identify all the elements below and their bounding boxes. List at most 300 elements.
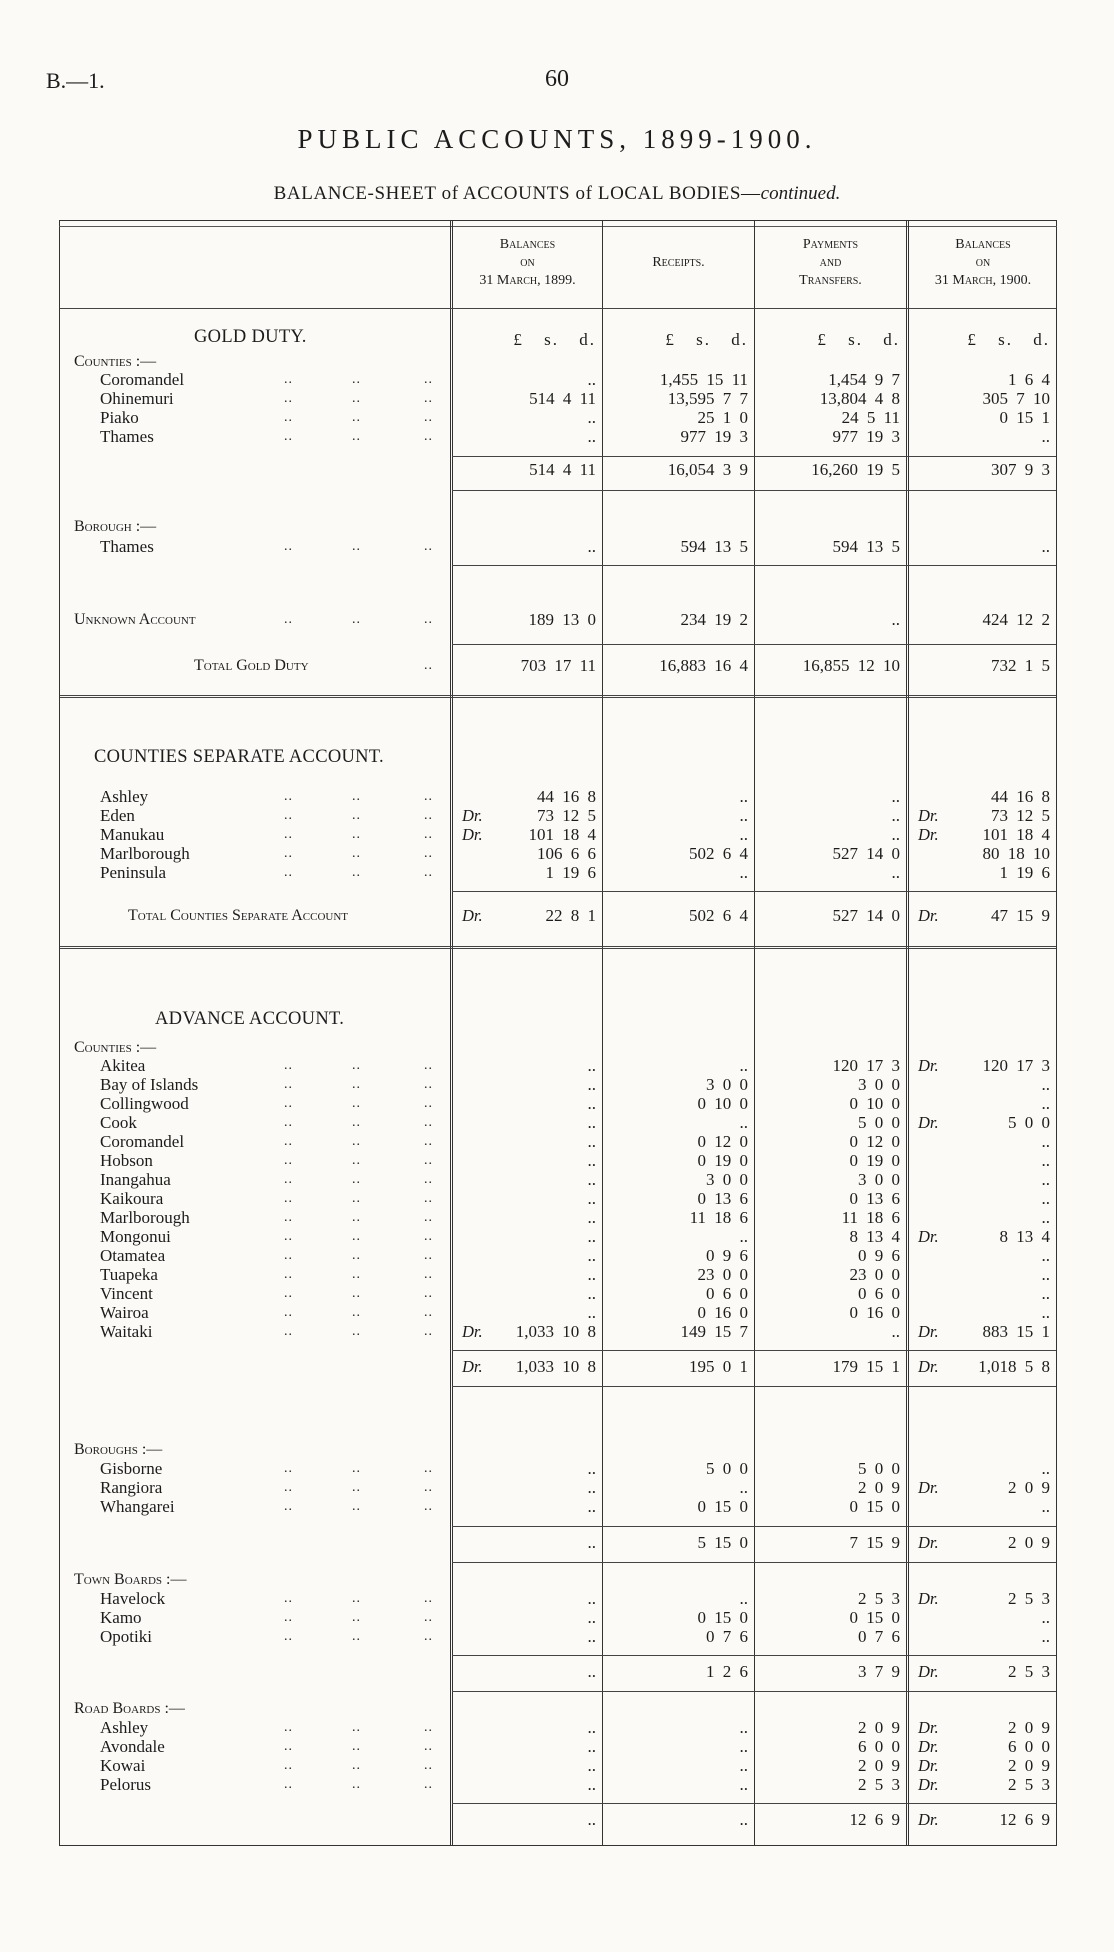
cell-value: 2 0 9 (1008, 1533, 1050, 1552)
leader-dots: .. (284, 846, 293, 861)
dr-marker: Dr. (918, 1589, 939, 1608)
cell-value: .. (739, 1718, 748, 1737)
cell-value: 2 0 9 (1008, 1718, 1050, 1737)
dr-marker: Dr. (918, 1810, 939, 1829)
dr-marker: Dr. (918, 1533, 939, 1552)
cell-value: .. (587, 1170, 596, 1189)
leader-dots: .. (284, 372, 293, 387)
dr-marker: Dr. (918, 1662, 939, 1681)
page-title: PUBLIC ACCOUNTS, 1899-1900. (297, 124, 817, 154)
cell-value: .. (587, 1662, 596, 1681)
section-double-rule (60, 695, 1056, 698)
leader-dots: .. (284, 1267, 293, 1282)
cell-value: .. (587, 1775, 596, 1794)
cell-value: .. (587, 1459, 596, 1478)
row-label: Mongonui (100, 1227, 171, 1246)
leader-dots: .. (424, 1461, 433, 1476)
cell-value: 0 6 0 (858, 1284, 900, 1303)
leader-dots: .. (424, 1058, 433, 1073)
header-line: on (520, 255, 535, 270)
leader-dots: .. (352, 1777, 361, 1792)
cell-value: 732 1 5 (991, 656, 1050, 675)
cell-value: .. (587, 408, 596, 427)
cell-value: .. (587, 1478, 596, 1497)
cell-value: 23 0 0 (697, 1265, 748, 1284)
leader-dots: .. (352, 1591, 361, 1606)
cell-value: .. (739, 1113, 748, 1132)
cell-value: 594 13 5 (832, 537, 900, 556)
cell-value: 8 13 4 (999, 1227, 1050, 1246)
cell-value: 16,855 12 10 (802, 656, 900, 675)
dr-marker: Dr. (462, 1357, 483, 1376)
row-label: Opotiki (100, 1627, 152, 1646)
cell-value: 234 19 2 (680, 610, 748, 629)
row-label: Hobson (100, 1151, 153, 1170)
leader-dots: .. (284, 1229, 293, 1244)
header-line: Transfers. (799, 273, 862, 288)
cell-value: 0 12 0 (697, 1132, 748, 1151)
leader-dots: .. (284, 865, 293, 880)
row-label: Akitea (100, 1056, 146, 1075)
cell-value: 6 0 0 (1008, 1737, 1050, 1756)
leader-dots: .. (352, 1267, 361, 1282)
cell-value: 527 14 0 (832, 844, 900, 863)
cell-value: 0 7 6 (858, 1627, 900, 1646)
subtotal-rule (452, 456, 1056, 457)
cell-value: 5 15 0 (697, 1533, 748, 1552)
row-label: Kamo (100, 1608, 142, 1627)
dr-marker: Dr. (918, 1357, 939, 1376)
cell-value: 0 19 0 (697, 1151, 748, 1170)
cell-value: .. (1041, 1094, 1050, 1113)
page-number: 60 (545, 66, 569, 92)
leader-dots: .. (424, 846, 433, 861)
cell-value: .. (891, 787, 900, 806)
leader-dots: .. (284, 1324, 293, 1339)
cell-value: .. (1041, 1627, 1050, 1646)
cell-value: .. (891, 863, 900, 882)
cell-value: 527 14 0 (832, 906, 900, 925)
cell-value: .. (1041, 1075, 1050, 1094)
total-rule (452, 644, 1056, 645)
cell-value: 7 15 9 (849, 1533, 900, 1552)
cell-value: .. (739, 863, 748, 882)
cell-value: 502 6 4 (689, 906, 748, 925)
leader-dots: .. (424, 1591, 433, 1606)
row-label: Boroughs :— (74, 1441, 163, 1458)
leader-dots: .. (424, 1286, 433, 1301)
cell-value: .. (587, 1533, 596, 1552)
leader-dots: .. (284, 539, 293, 554)
row-label: Gisborne (100, 1459, 163, 1478)
cell-value: 424 12 2 (982, 610, 1050, 629)
header-line: on (975, 255, 991, 270)
column-divider (450, 220, 453, 1846)
row-label: Ashley (100, 787, 149, 806)
cell-value: 16,883 16 4 (659, 656, 748, 675)
cell-value: 25 1 0 (697, 408, 748, 427)
row-label: Ohinemuri (100, 389, 174, 408)
dr-marker: Dr. (918, 1775, 939, 1794)
cell-value: 1,033 10 8 (515, 1357, 596, 1376)
cell-value: 0 12 0 (849, 1132, 900, 1151)
row-label: Vincent (100, 1284, 153, 1303)
cell-value: 12 6 9 (849, 1810, 900, 1829)
cell-value: 3 0 0 (858, 1170, 900, 1189)
cell-value: .. (1041, 537, 1050, 556)
leader-dots: .. (424, 612, 433, 627)
cell-value: 13,804 4 8 (819, 389, 900, 408)
row-label: Wairoa (100, 1303, 149, 1322)
cell-value: 1,454 9 7 (828, 370, 900, 389)
row-label: Tuapeka (100, 1265, 158, 1284)
leader-dots: .. (352, 865, 361, 880)
row-label: Thames (100, 537, 154, 556)
cell-value: .. (587, 1627, 596, 1646)
subtotal-rule (452, 1655, 1056, 1656)
leader-dots: .. (352, 1115, 361, 1130)
leader-dots: .. (284, 1172, 293, 1187)
cell-value: 5 0 0 (858, 1459, 900, 1478)
leader-dots: .. (424, 429, 433, 444)
leader-dots: .. (284, 1153, 293, 1168)
cell-value: 120 17 3 (982, 1056, 1050, 1075)
row-label: Borough :— (74, 518, 157, 535)
leader-dots: .. (424, 1305, 433, 1320)
cell-value: .. (891, 1322, 900, 1341)
cell-value: .. (1041, 1265, 1050, 1284)
cell-value: .. (1041, 1151, 1050, 1170)
leader-dots: .. (284, 1758, 293, 1773)
row-label: Collingwood (100, 1094, 189, 1113)
cell-value: .. (587, 1756, 596, 1775)
cell-value: 1,455 15 11 (659, 370, 748, 389)
cell-value: 3 0 0 (706, 1075, 748, 1094)
cell-value: 24 5 11 (841, 408, 900, 427)
leader-dots: .. (352, 1229, 361, 1244)
cell-value: .. (739, 787, 748, 806)
dr-marker: Dr. (918, 825, 939, 844)
cell-value: .. (587, 1589, 596, 1608)
cell-value: 0 19 0 (849, 1151, 900, 1170)
leader-dots: .. (424, 539, 433, 554)
cell-value: .. (587, 1608, 596, 1627)
leader-dots: .. (424, 1191, 433, 1206)
row-label: Thames (100, 427, 154, 446)
row-label: Manukau (100, 825, 165, 844)
leader-dots: .. (284, 808, 293, 823)
leader-dots: .. (352, 846, 361, 861)
leader-dots: .. (424, 1720, 433, 1735)
cell-value: .. (587, 1303, 596, 1322)
leader-dots: .. (424, 1172, 433, 1187)
cell-value: 1 2 6 (706, 1662, 748, 1681)
leader-dots: .. (424, 1267, 433, 1282)
cell-value: 594 13 5 (680, 537, 748, 556)
leader-dots: .. (352, 1461, 361, 1476)
cell-value: 5 0 0 (706, 1459, 748, 1478)
leader-dots: .. (284, 1058, 293, 1073)
row-label: Coromandel (100, 1132, 185, 1151)
leader-dots: .. (284, 1610, 293, 1625)
cell-value: 2 0 9 (1008, 1478, 1050, 1497)
cell-value: 2 5 3 (858, 1589, 900, 1608)
cell-value: 11 18 6 (689, 1208, 748, 1227)
cell-value: .. (739, 806, 748, 825)
cell-value: 23 0 0 (849, 1265, 900, 1284)
leader-dots: .. (424, 1739, 433, 1754)
subtotal-rule (452, 1526, 1056, 1527)
subtitle-continued: continued. (760, 183, 841, 204)
cell-value: £ s. d. (967, 330, 1050, 349)
leader-dots: .. (284, 1777, 293, 1792)
header-line: 31 March, 1899. (479, 273, 576, 288)
leader-dots: .. (284, 1077, 293, 1092)
row-label: Eden (100, 806, 135, 825)
leader-dots: .. (284, 1248, 293, 1263)
cell-value: 101 18 4 (982, 825, 1050, 844)
leader-dots: .. (352, 827, 361, 842)
cell-value: .. (587, 537, 596, 556)
cell-value: 6 0 0 (858, 1737, 900, 1756)
row-label: Coromandel (100, 370, 185, 389)
cell-value: 977 19 3 (832, 427, 900, 446)
row-label: Kaikoura (100, 1189, 164, 1208)
cell-value: .. (587, 1718, 596, 1737)
dr-marker: Dr. (918, 806, 939, 825)
cell-value: 22 8 1 (545, 906, 596, 925)
row-label: Total Gold Duty (194, 657, 309, 674)
cell-value: 305 7 10 (982, 389, 1050, 408)
leader-dots: .. (352, 1499, 361, 1514)
leader-dots: .. (424, 808, 433, 823)
row-label: Piako (100, 408, 139, 427)
cell-value: 44 16 8 (991, 787, 1050, 806)
cell-value: 3 0 0 (706, 1170, 748, 1189)
column-header-receipts (603, 254, 754, 272)
leader-dots: .. (352, 1758, 361, 1773)
cell-value: .. (1041, 427, 1050, 446)
row-label: Total Counties Separate Account (128, 907, 349, 924)
cell-value: .. (739, 1056, 748, 1075)
cell-value: 514 4 11 (529, 460, 596, 479)
dr-marker: Dr. (918, 1478, 939, 1497)
leader-dots: .. (424, 865, 433, 880)
dr-marker: Dr. (918, 1737, 939, 1756)
cell-value: 0 15 0 (849, 1608, 900, 1627)
column-header-balances-1900 (909, 236, 1057, 290)
row-label: Inangahua (100, 1170, 171, 1189)
row-label: Whangarei (100, 1497, 175, 1516)
cell-value: 73 12 5 (537, 806, 596, 825)
cell-value: 0 6 0 (706, 1284, 748, 1303)
dr-marker: Dr. (462, 825, 483, 844)
leader-dots: .. (352, 372, 361, 387)
total-rule (452, 891, 1056, 892)
cell-value: .. (739, 825, 748, 844)
cell-value: 0 10 0 (849, 1094, 900, 1113)
cell-value: .. (1041, 1497, 1050, 1516)
dr-marker: Dr. (918, 1322, 939, 1341)
cell-value: .. (587, 1189, 596, 1208)
cell-value: 2 5 3 (1008, 1775, 1050, 1794)
leader-dots: .. (424, 827, 433, 842)
cell-value: 1 19 6 (999, 863, 1050, 882)
leader-dots: .. (284, 1480, 293, 1495)
cell-value: 120 17 3 (832, 1056, 900, 1075)
cell-value: 2 5 3 (858, 1775, 900, 1794)
cell-value: 2 0 9 (858, 1718, 900, 1737)
dr-marker: Dr. (918, 1756, 939, 1775)
leader-dots: .. (424, 1153, 433, 1168)
cell-value: .. (891, 610, 900, 629)
cell-value: 2 0 9 (858, 1478, 900, 1497)
cell-value: 47 15 9 (991, 906, 1050, 925)
cell-value: 73 12 5 (991, 806, 1050, 825)
cell-value: 514 4 11 (529, 389, 596, 408)
leader-dots: .. (352, 1172, 361, 1187)
cell-value: 2 0 9 (1008, 1756, 1050, 1775)
row-label: Counties :— (74, 353, 157, 370)
cell-value: 101 18 4 (528, 825, 596, 844)
leader-dots: .. (284, 612, 293, 627)
cell-value: .. (587, 1056, 596, 1075)
cell-value: .. (739, 1756, 748, 1775)
leader-dots: .. (352, 1134, 361, 1149)
row-label: Rangiora (100, 1478, 163, 1497)
cell-value: .. (739, 1737, 748, 1756)
header-line: Balances (955, 237, 1011, 252)
cell-value: £ s. d. (513, 330, 596, 349)
cell-value: .. (1041, 1189, 1050, 1208)
dr-marker: Dr. (462, 1322, 483, 1341)
header-line: Payments (802, 237, 859, 252)
leader-dots: .. (424, 1134, 433, 1149)
cell-value: 2 5 3 (1008, 1662, 1050, 1681)
row-label: Otamatea (100, 1246, 166, 1265)
row-label: Waitaki (100, 1322, 153, 1341)
cell-value: 0 9 6 (706, 1246, 748, 1265)
leader-dots: .. (352, 1286, 361, 1301)
cell-value: £ s. d. (817, 330, 900, 349)
leader-dots: .. (284, 789, 293, 804)
cell-value: 1 6 4 (1008, 370, 1050, 389)
section-rule (452, 565, 1056, 566)
leader-dots: .. (424, 1629, 433, 1644)
row-label: Road Boards :— (74, 1700, 185, 1717)
cell-value: 0 9 6 (858, 1246, 900, 1265)
report-code: B.—1. (46, 68, 105, 93)
cell-value: 5 0 0 (858, 1113, 900, 1132)
cell-value: 80 18 10 (982, 844, 1050, 863)
cell-value: 195 0 1 (689, 1357, 748, 1376)
leader-dots: .. (352, 1248, 361, 1263)
row-label: Cook (100, 1113, 137, 1132)
row-label: Pelorus (100, 1775, 151, 1794)
leader-dots: .. (424, 789, 433, 804)
header-line: and (819, 255, 842, 270)
leader-dots: .. (424, 1210, 433, 1225)
leader-dots: .. (284, 1115, 293, 1130)
cell-value: .. (891, 825, 900, 844)
cell-value: 16,260 19 5 (811, 460, 900, 479)
leader-dots: .. (284, 429, 293, 444)
cell-value: .. (1041, 1132, 1050, 1151)
cell-value: .. (739, 1775, 748, 1794)
leader-dots: .. (424, 1324, 433, 1339)
leader-dots: .. (352, 539, 361, 554)
cell-value: 8 13 4 (849, 1227, 900, 1246)
header-line: Balances (499, 237, 556, 252)
leader-dots: .. (352, 1324, 361, 1339)
dr-marker: Dr. (462, 806, 483, 825)
cell-value: .. (1041, 1208, 1050, 1227)
page-subtitle (0, 183, 1114, 205)
cell-value: 12 6 9 (999, 1810, 1050, 1829)
row-label: Marlborough (100, 844, 190, 863)
leader-dots: .. (352, 612, 361, 627)
leader-dots: .. (424, 1229, 433, 1244)
row-label: Avondale (100, 1737, 165, 1756)
row-label: Bay of Islands (100, 1075, 199, 1094)
row-label: Peninsula (100, 863, 167, 882)
cell-value: .. (587, 427, 596, 446)
leader-dots: .. (424, 1777, 433, 1792)
header-line: 31 March, 1900. (934, 273, 1032, 288)
leader-dots: .. (352, 1305, 361, 1320)
cell-value: 977 19 3 (680, 427, 748, 446)
leader-dots: .. (352, 410, 361, 425)
leader-dots: .. (284, 1286, 293, 1301)
leader-dots: .. (352, 1739, 361, 1754)
cell-value: 0 10 0 (697, 1094, 748, 1113)
cell-value: 3 0 0 (858, 1075, 900, 1094)
cell-value: .. (1041, 1608, 1050, 1627)
leader-dots: .. (424, 1115, 433, 1130)
cell-value: 1,033 10 8 (515, 1322, 596, 1341)
subtotal-rule (452, 1386, 1056, 1387)
cell-value: 0 15 1 (999, 408, 1050, 427)
leader-dots: .. (424, 1758, 433, 1773)
cell-value: .. (587, 1227, 596, 1246)
cell-value: .. (587, 1094, 596, 1113)
cell-value: 883 15 1 (982, 1322, 1050, 1341)
leader-dots: .. (284, 391, 293, 406)
cell-value: .. (587, 1265, 596, 1284)
leader-dots: .. (284, 1499, 293, 1514)
dr-marker: Dr. (918, 1056, 939, 1075)
leader-dots: .. (352, 1610, 361, 1625)
leader-dots: .. (284, 1461, 293, 1476)
leader-dots: .. (352, 1210, 361, 1225)
subtotal-rule (452, 1350, 1056, 1351)
subtotal-rule (452, 490, 1056, 491)
leader-dots: .. (352, 1153, 361, 1168)
cell-value: .. (1041, 1459, 1050, 1478)
leader-dots: .. (284, 1210, 293, 1225)
leader-dots: .. (424, 1499, 433, 1514)
cell-value: .. (587, 1075, 596, 1094)
leader-dots: .. (284, 1134, 293, 1149)
row-label: Counties :— (74, 1039, 157, 1056)
cell-value: 703 17 11 (520, 656, 596, 675)
dr-marker: Dr. (918, 1113, 939, 1132)
cell-value: 0 13 6 (849, 1189, 900, 1208)
cell-value: .. (1041, 1303, 1050, 1322)
cell-value: 106 6 6 (537, 844, 596, 863)
row-label: Havelock (100, 1589, 166, 1608)
column-header-payments (755, 236, 906, 290)
